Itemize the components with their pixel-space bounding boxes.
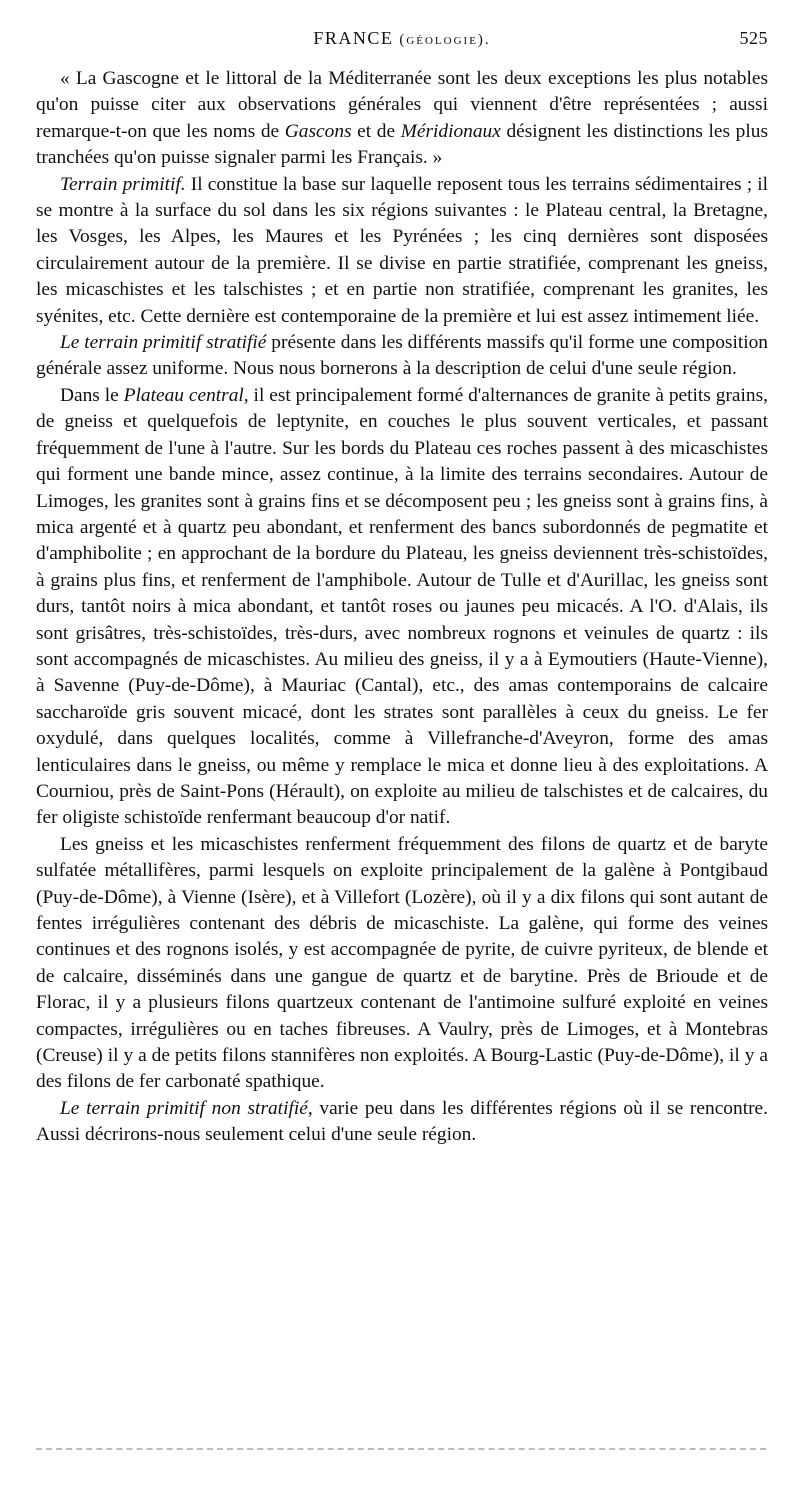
text-run: « La Gascogne et le littoral de la Méditerranée sont les deux exceptions les plus notables qu'on puisse citer aux observations générales qui viennent d'être représentées ; aussi remarque-t-on que les noms de (36, 68, 768, 142)
italic-run: Terrain primitif. (60, 173, 186, 195)
text-run: varie peu dans les différentes régions où il se rencontre. Aussi décrirons-nous seulement celui d'une seule région. (36, 1097, 768, 1146)
text-run: Les gneiss et les micaschistes renferment fréquemment des filons de quartz et de baryte sulfatée métallifères, parmi lesquels on exploite principalement de la galène à Pontgibaud (Puy-de-Dôme), à Vienne (Isère), et à Villefort (Lozère), où il y a dix filons qui sont autant de fentes irrégulières contenant des débris de micaschiste. La galène, qui forme des veines continues et des rognons isolés, y est accompagnée de pyrite, de cuivre pyriteux, de blende et de calcaire, disséminés dans une gangue de quartz et de barytine. Près de Brioude et de Florac, il y a plusieurs filons quartzeux contenant de l'antimoine sulfuré exploité en veines compactes, irrégulières ou en taches fibreuses. A Vaulry, près de Limoges, et à Montebras (Creuse) il y a de petits filons stannifères non exploités. A Bourg-Lastic (Puy-de-Dôme), il y a des filons de fer carbonaté spathique. (36, 833, 768, 1093)
paragraph-primitif-stratifie (36, 330, 768, 383)
italic-run: Méridionaux (400, 120, 501, 142)
text-run: Dans le (60, 384, 124, 406)
paragraph-plateau-central (36, 383, 768, 832)
text-run: Il constitue la base sur laquelle reposent tous les terrains sédimentaires ; il se montre à la surface du sol dans les six régions suivantes : le Plateau central, la Bretagne, les Vosges, les Alpes, les Maures et les Pyrénées ; les cinq dernières sont disposées circulairement autour de la première. Il se divise en partie stratifiée, comprenant les gneiss, les micaschistes et les talschistes ; et en partie non stratifiée, comprenant les granites, les syénites, etc. Cette dernière est contemporaine de la première et lui est assez intimement liée. (36, 173, 768, 327)
running-header (36, 28, 768, 54)
text-run: et de (351, 120, 401, 142)
italic-run: Le terrain primitif stratifié (60, 332, 267, 354)
paragraph-terrain-primitif (36, 172, 768, 330)
paragraph-gascogne (36, 66, 768, 172)
italic-run: Plateau central, (123, 384, 249, 406)
text-run: présente dans les différents massifs qu'il forme une composition générale assez uniforme. Nous nous bornerons à la description de celui d'une seule région. (36, 332, 768, 380)
page (36, 28, 768, 1149)
paragraph-primitif-non-stratifie (36, 1096, 768, 1149)
italic-run: Gascons (284, 120, 352, 142)
paragraph-gneiss-filons (36, 832, 768, 1096)
header-title: FRANCE (313, 28, 394, 48)
footer-rule (36, 1448, 766, 1450)
text-run: il est principalement formé d'alternances de granite à petits grains, de gneiss et quelquefois de leptynite, en couches le plus souvent verticales, et passant fréquemment de l'une à l'autre. Sur les bords du Plateau ces roches passent à des micaschistes qui forment une bande mince, assez continue, à la limite des terrains secondaires. Autour de Limoges, les granites sont à grains fins et se décomposent peu ; les gneiss sont à grains fins, à mica argenté et à quartz peu abondant, et renferment des bancs subordonnés de pegmatite et d'amphibolite ; en approchant de la bordure du Plateau, les gneiss deviennent très-schistoïdes, à grains plus fins, et renferment de l'amphibole. Autour de Tulle et d'Aurillac, les gneiss sont durs, tantôt noirs à mica abondant, et tantôt roses ou jaunes peu micacés. A l'O. d'Alais, ils sont grisâtres, très-schistoïdes, très-durs, avec nombreux rognons et veinules de quartz : ils sont accompagnés de micaschistes. Au milieu des gneiss, il y a à Eymoutiers (Haute-Vienne), à Savenne (Puy-de-Dôme), à Mauriac (Cantal), etc., des amas contemporains de calcaire saccharoïde gris souvent micacé, dont les strates sont parallèles à ceux du gneiss. Le fer oxydulé, dans quelques localités, comme à Villefranche-d'Aveyron, forme des amas lenticulaires dans le gneiss, ou même y remplace le mica et donne lieu à des exploitations. A Courniou, près de Saint-Pons (Hérault), on exploite au milieu de talschistes et de calcaires, du fer oligiste schistoïde renfermant beaucoup d'or natif. (36, 384, 768, 829)
running-title (36, 28, 768, 49)
body-text (36, 66, 768, 1149)
page-number: 525 (739, 28, 768, 48)
text-run: désignent les distinctions les plus tranchées qu'on puisse signaler parmi les Français. » (36, 120, 769, 169)
header-subtitle: (géologie). (399, 32, 491, 48)
italic-run: Le terrain primitif non stratifié, (60, 1097, 313, 1119)
